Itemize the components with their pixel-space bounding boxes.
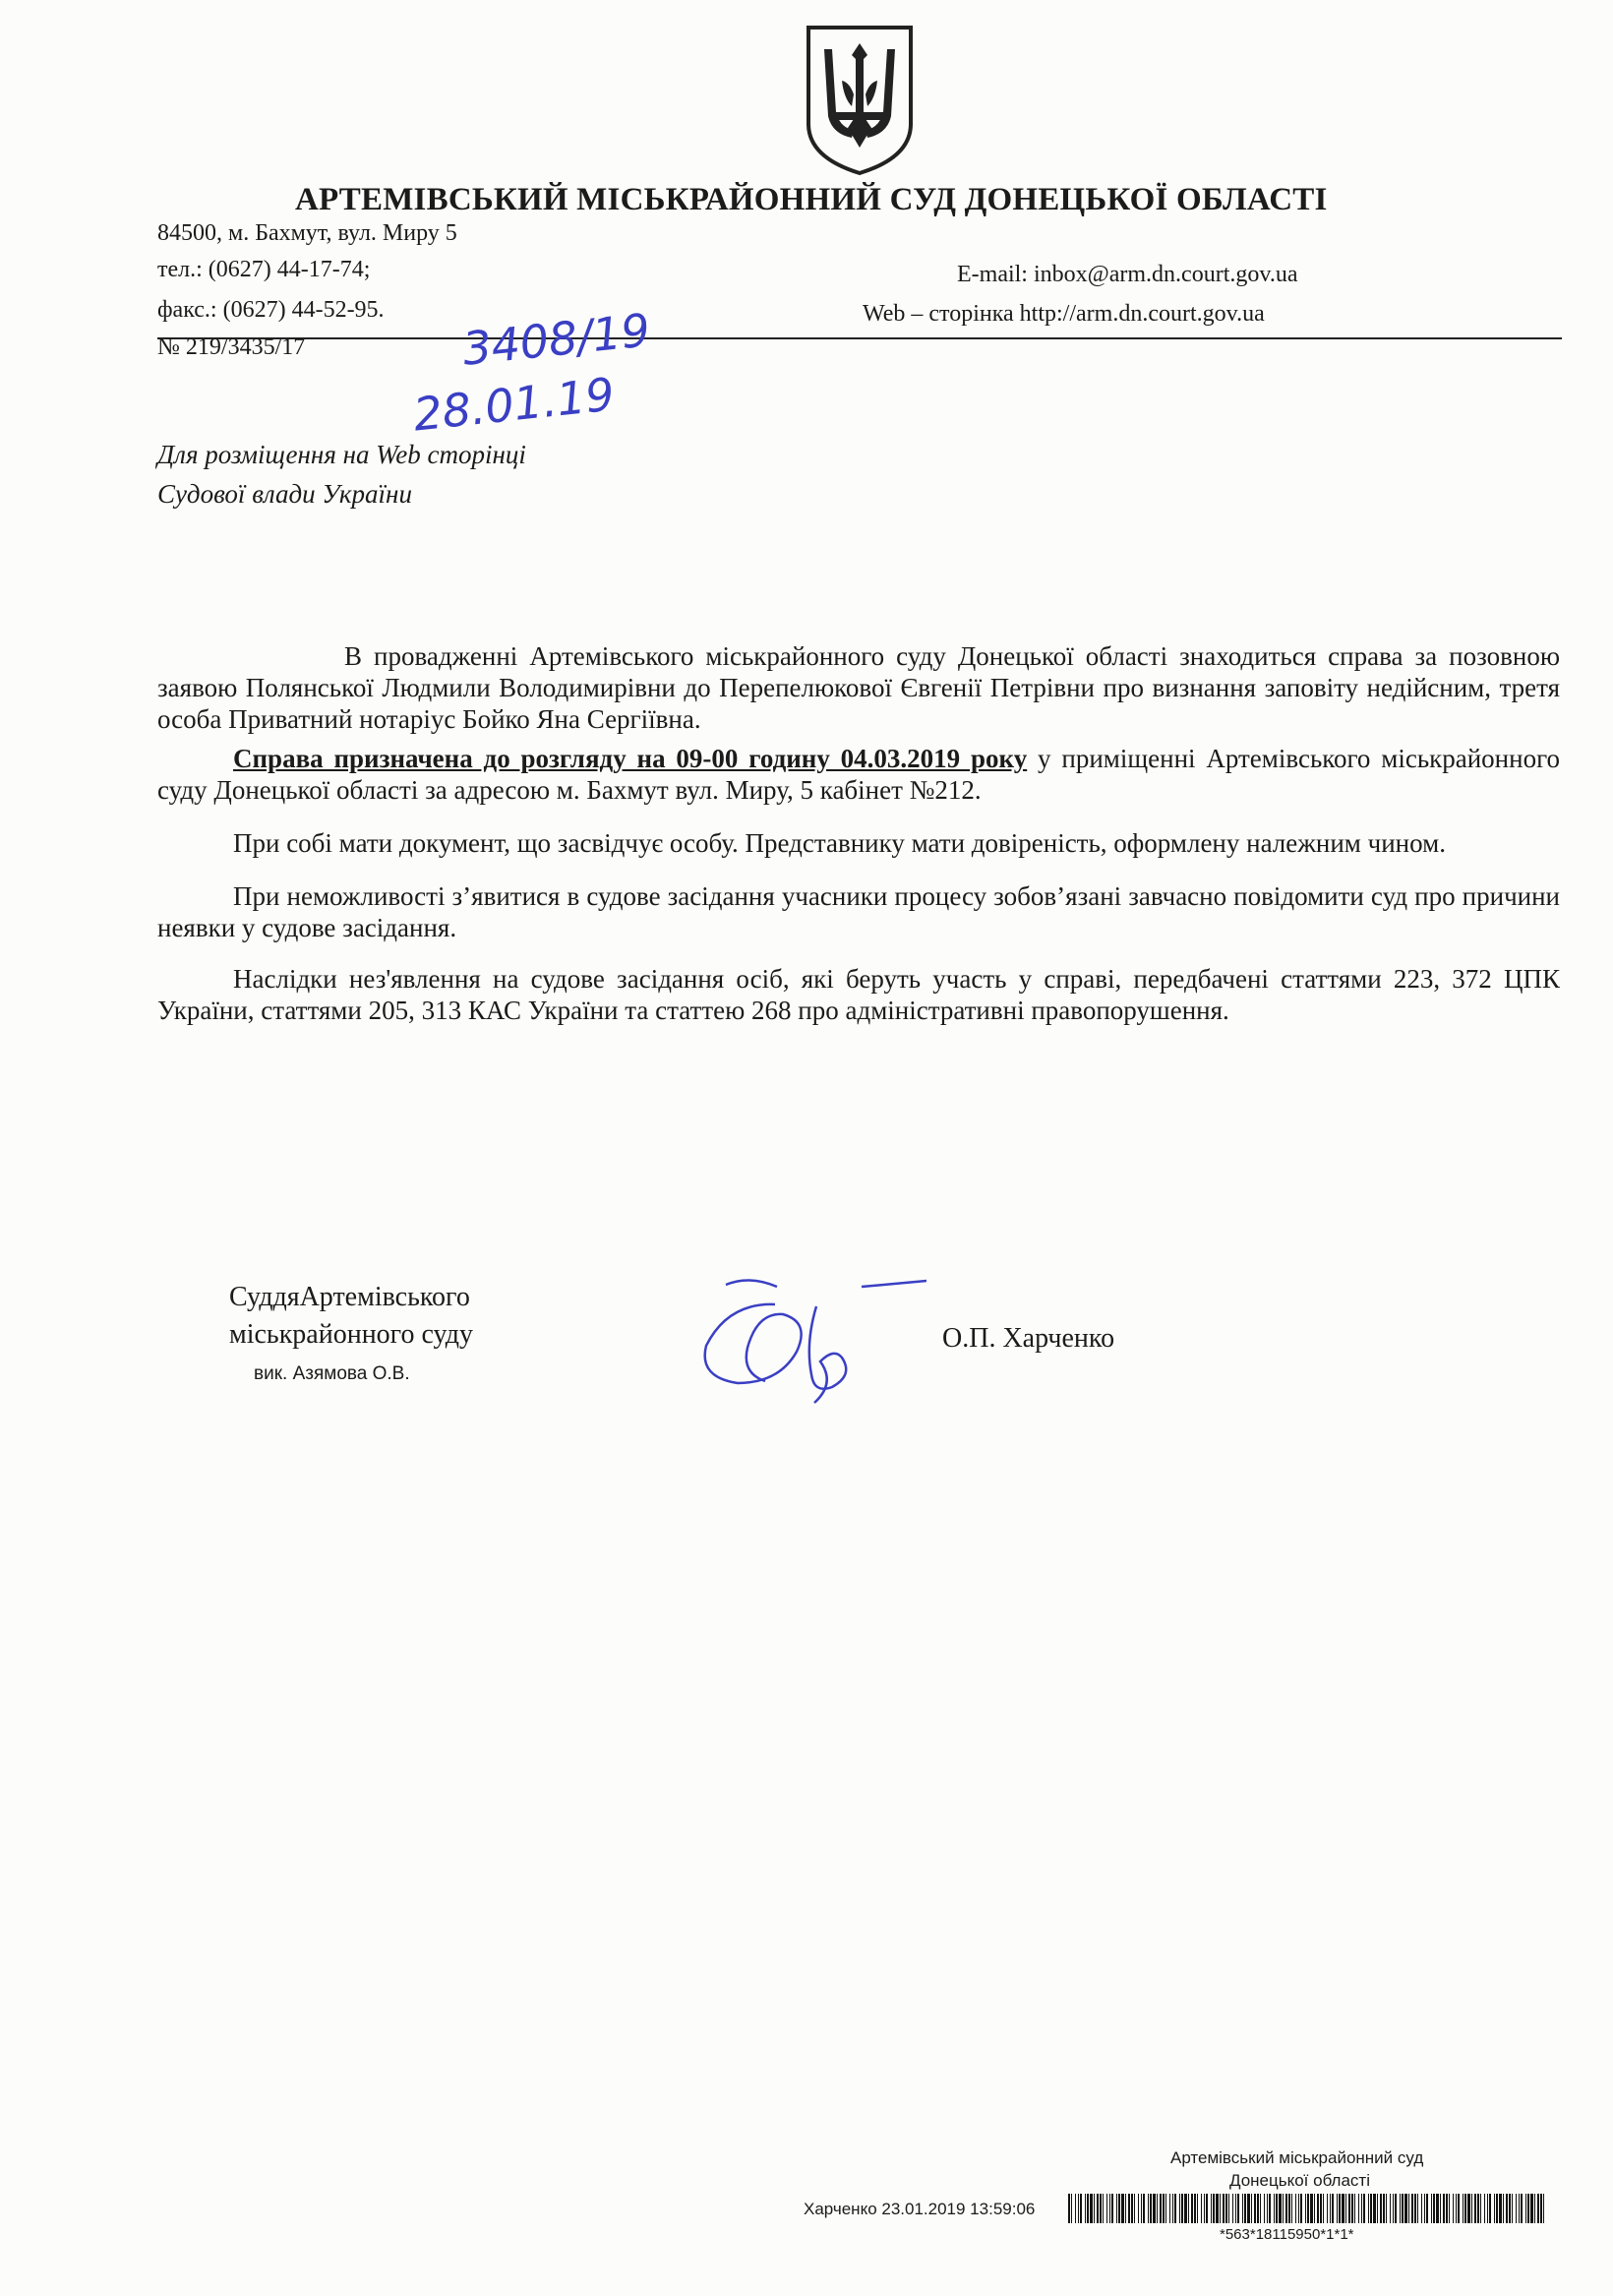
judge-title-line-1: СуддяАртемівського bbox=[229, 1282, 470, 1312]
judge-name: О.П. Харченко bbox=[942, 1323, 1115, 1354]
paragraph-hearing bbox=[157, 743, 1560, 806]
court-address: 84500, м. Бахмут, вул. Миру 5 bbox=[157, 220, 457, 246]
paragraph-case: В провадженні Артемівського міськрайонного суду Донецької області знаходиться справа за позовною заявою Полянської Людмили Володимирівни до Перепелюкової Євгенії Петрівни про визнання заповіту недійсним, третя особа Приватний нотаріус Бойко Яна Сергіївна. bbox=[157, 641, 1560, 734]
court-website: Web – сторінка http://arm.dn.court.gov.ua bbox=[863, 301, 1265, 327]
footer-org-line-2: Донецької області bbox=[1229, 2171, 1370, 2190]
placement-note bbox=[157, 435, 526, 514]
hearing-date-text: Справа призначена до розгляду на 09-00 годину 04.03.2019 року bbox=[233, 744, 1028, 773]
coat-of-arms-icon bbox=[799, 22, 921, 177]
executor-name: вик. Азямова О.В. bbox=[254, 1363, 410, 1384]
barcode-text: *563*18115950*1*1* bbox=[1220, 2226, 1354, 2243]
footer-org-line-1: Артемівський міськрайонний суд bbox=[1170, 2148, 1424, 2167]
placement-line-2: Судової влади України bbox=[157, 479, 412, 509]
signature-scribble-icon bbox=[688, 1267, 934, 1415]
paragraph-documents: При собі мати документ, що засвідчує особу. Представнику мати довіреність, оформлену належним чином. bbox=[233, 828, 1446, 858]
handwritten-reg-date: 28.01.19 bbox=[410, 367, 618, 442]
hearing-location-text: у приміщенні Артемівського міськрайонного суду Донецької області за адресою м. Бахмут вул. Миру, 5 кабінет №212. bbox=[157, 744, 1560, 805]
court-email: E-mail: inbox@arm.dn.court.gov.ua bbox=[957, 262, 1298, 287]
notice-body bbox=[157, 640, 1560, 1026]
court-name: АРТЕМІВСЬКИЙ МІСЬКРАЙОННИЙ СУД ДОНЕЦЬКОЇ ОБЛАСТІ bbox=[295, 182, 1328, 217]
judge-title-line-2: міськрайонного суду bbox=[229, 1319, 474, 1350]
court-fax: факс.: (0627) 44-52-95. bbox=[157, 297, 385, 323]
court-phone: тел.: (0627) 44-17-74; bbox=[157, 257, 371, 282]
paragraph-absence: При неможливості з’явитися в судове засідання учасники процесу зобов’язані завчасно повідомити суд про причини неявки у судове засідання. bbox=[157, 881, 1560, 942]
placement-line-1: Для розміщення на Web сторінці bbox=[157, 440, 526, 469]
case-number: № 219/3435/17 bbox=[157, 334, 306, 360]
paragraph-consequences: Наслідки нез'явлення на судове засідання осіб, які беруть участь у справі, передбачені статтями 223, 372 ЦПК України, статтями 205, 313 КАС України та статтею 268 про адміністративні правопорушення. bbox=[157, 964, 1560, 1025]
barcode-icon bbox=[1068, 2194, 1549, 2223]
header-divider bbox=[157, 337, 1562, 339]
judge-title bbox=[229, 1279, 473, 1354]
handwritten-reg-number: 3408/19 bbox=[459, 303, 653, 376]
footer-stamp: Харченко 23.01.2019 13:59:06 bbox=[804, 2200, 1036, 2218]
